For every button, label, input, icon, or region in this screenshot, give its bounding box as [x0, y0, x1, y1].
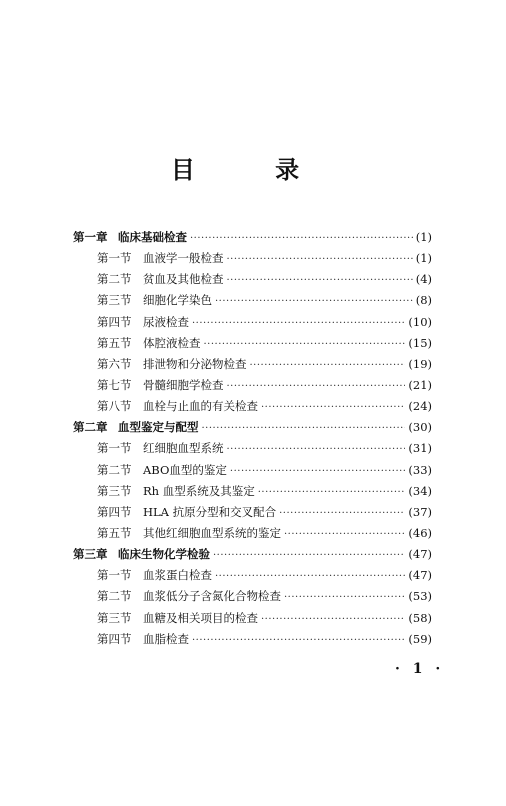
toc-entry-number: 第二节 [97, 589, 132, 604]
leader-dots [284, 592, 405, 603]
toc-section-row[interactable] [73, 504, 432, 525]
toc-entry-title: 其他红细胞血型系统的鉴定 [143, 525, 281, 540]
page-number: · 1 · [395, 661, 445, 677]
toc-entry-title: ABO血型的鉴定 [143, 462, 227, 477]
toc-entry-number: 第三节 [97, 610, 132, 625]
toc-entry-page: (4) [415, 272, 432, 287]
toc-entry-page: (15) [408, 335, 432, 350]
leader-dots [215, 571, 405, 582]
toc-entry-page: (19) [408, 356, 432, 371]
toc-section-row[interactable] [73, 610, 432, 631]
toc-section-row[interactable] [73, 271, 432, 292]
toc-entry-title: Rh 血型系统及其鉴定 [143, 483, 255, 498]
toc-entry-title: HLA 抗原分型和交叉配合 [143, 504, 277, 519]
toc-section-row[interactable] [73, 377, 432, 398]
toc-entry-page: (47) [408, 568, 432, 583]
toc-section-row[interactable] [73, 335, 432, 356]
leader-dots [215, 296, 413, 307]
toc-entry-title: 体腔液检查 [143, 335, 201, 350]
toc-section-row[interactable] [73, 250, 432, 271]
toc-entry-page: (59) [408, 631, 432, 646]
leader-dots [190, 233, 413, 244]
leader-dots [261, 614, 405, 625]
leader-dots [192, 635, 405, 646]
toc-entry-number: 第四节 [97, 504, 132, 519]
toc-section-row[interactable] [73, 440, 432, 461]
leader-dots [202, 423, 406, 434]
toc-entry-page: (46) [408, 525, 432, 540]
leader-dots [192, 318, 405, 329]
toc-entry-page: (33) [408, 462, 432, 477]
page-title: 目 录 [170, 156, 336, 184]
toc-entry-title: 血栓与止血的有关检查 [143, 399, 258, 414]
toc-chapter-row[interactable] [73, 419, 432, 440]
toc-section-row[interactable] [73, 631, 432, 652]
toc-section-row[interactable] [73, 462, 432, 483]
leader-dots [284, 529, 405, 540]
toc-entry-number: 第二章 [73, 420, 108, 435]
toc-entry-title: 贫血及其他检查 [143, 272, 224, 287]
toc-entry-number: 第三节 [97, 293, 132, 308]
toc-entry-title: 细胞化学染色 [143, 293, 212, 308]
table-of-contents [73, 229, 432, 652]
toc-entry-number: 第八节 [97, 399, 132, 414]
toc-entry-page: (24) [408, 399, 432, 414]
toc-section-row[interactable] [73, 588, 432, 609]
leader-dots [227, 254, 413, 265]
toc-entry-title: 血液学一般检查 [143, 251, 224, 266]
toc-entry-number: 第一章 [73, 230, 108, 244]
toc-entry-number: 第一节 [97, 568, 132, 583]
toc-entry-title: 临床生物化学检验 [118, 547, 210, 562]
leader-dots [204, 339, 406, 350]
toc-chapter-row[interactable] [73, 546, 432, 567]
toc-entry-number: 第六节 [97, 356, 132, 371]
toc-entry-title: 血浆蛋白检查 [143, 568, 212, 583]
toc-section-row[interactable] [73, 483, 432, 504]
toc-entry-number: 第四节 [97, 314, 132, 329]
toc-entry-number: 第二节 [97, 462, 132, 477]
toc-entry-number: 第三节 [97, 483, 132, 498]
toc-section-row[interactable] [73, 314, 432, 335]
toc-section-row[interactable] [73, 525, 432, 546]
toc-entry-page: (1) [415, 230, 432, 244]
toc-entry-title: 血型鉴定与配型 [118, 420, 199, 435]
toc-entry-page: (53) [408, 589, 432, 604]
toc-section-row[interactable] [73, 356, 432, 377]
leader-dots [261, 402, 405, 413]
toc-entry-number: 第四节 [97, 631, 132, 646]
toc-entry-title: 排泄物和分泌物检查 [143, 356, 247, 371]
leader-dots [250, 360, 406, 371]
toc-entry-page: (34) [408, 483, 432, 498]
toc-entry-title: 骨髓细胞学检查 [143, 377, 224, 392]
toc-entry-page: (21) [408, 377, 432, 392]
toc-entry-number: 第五节 [97, 525, 132, 540]
toc-entry-number: 第七节 [97, 377, 132, 392]
leader-dots [213, 550, 405, 561]
toc-entry-number: 第五节 [97, 335, 132, 350]
toc-entry-page: (10) [408, 314, 432, 329]
leader-dots [258, 487, 406, 498]
leader-dots [227, 275, 413, 286]
toc-entry-title: 血脂检查 [143, 631, 189, 646]
toc-entry-page: (37) [408, 504, 432, 519]
toc-entry-title: 血糖及相关项目的检查 [143, 610, 258, 625]
toc-section-row[interactable] [73, 567, 432, 588]
toc-entry-number: 第二节 [97, 272, 132, 287]
toc-entry-number: 第一节 [97, 441, 132, 456]
leader-dots [279, 508, 405, 519]
toc-entry-page: (31) [408, 441, 432, 456]
toc-entry-title: 临床基础检查 [118, 230, 187, 244]
toc-entry-title: 红细胞血型系统 [143, 441, 224, 456]
leader-dots [227, 381, 406, 392]
toc-entry-page: (1) [415, 251, 432, 266]
toc-entry-page: (8) [415, 293, 432, 308]
toc-entry-page: (30) [408, 420, 432, 435]
toc-section-row[interactable] [73, 398, 432, 419]
leader-dots [230, 466, 405, 477]
toc-entry-number: 第三章 [73, 547, 108, 562]
toc-chapter-row[interactable] [73, 229, 432, 250]
toc-entry-number: 第一节 [97, 251, 132, 266]
leader-dots [227, 444, 406, 455]
toc-entry-title: 血浆低分子含氮化合物检查 [143, 589, 281, 604]
toc-entry-page: (47) [408, 547, 432, 562]
toc-entry-title: 尿液检查 [143, 314, 189, 329]
toc-entry-page: (58) [408, 610, 432, 625]
toc-section-row[interactable] [73, 292, 432, 313]
